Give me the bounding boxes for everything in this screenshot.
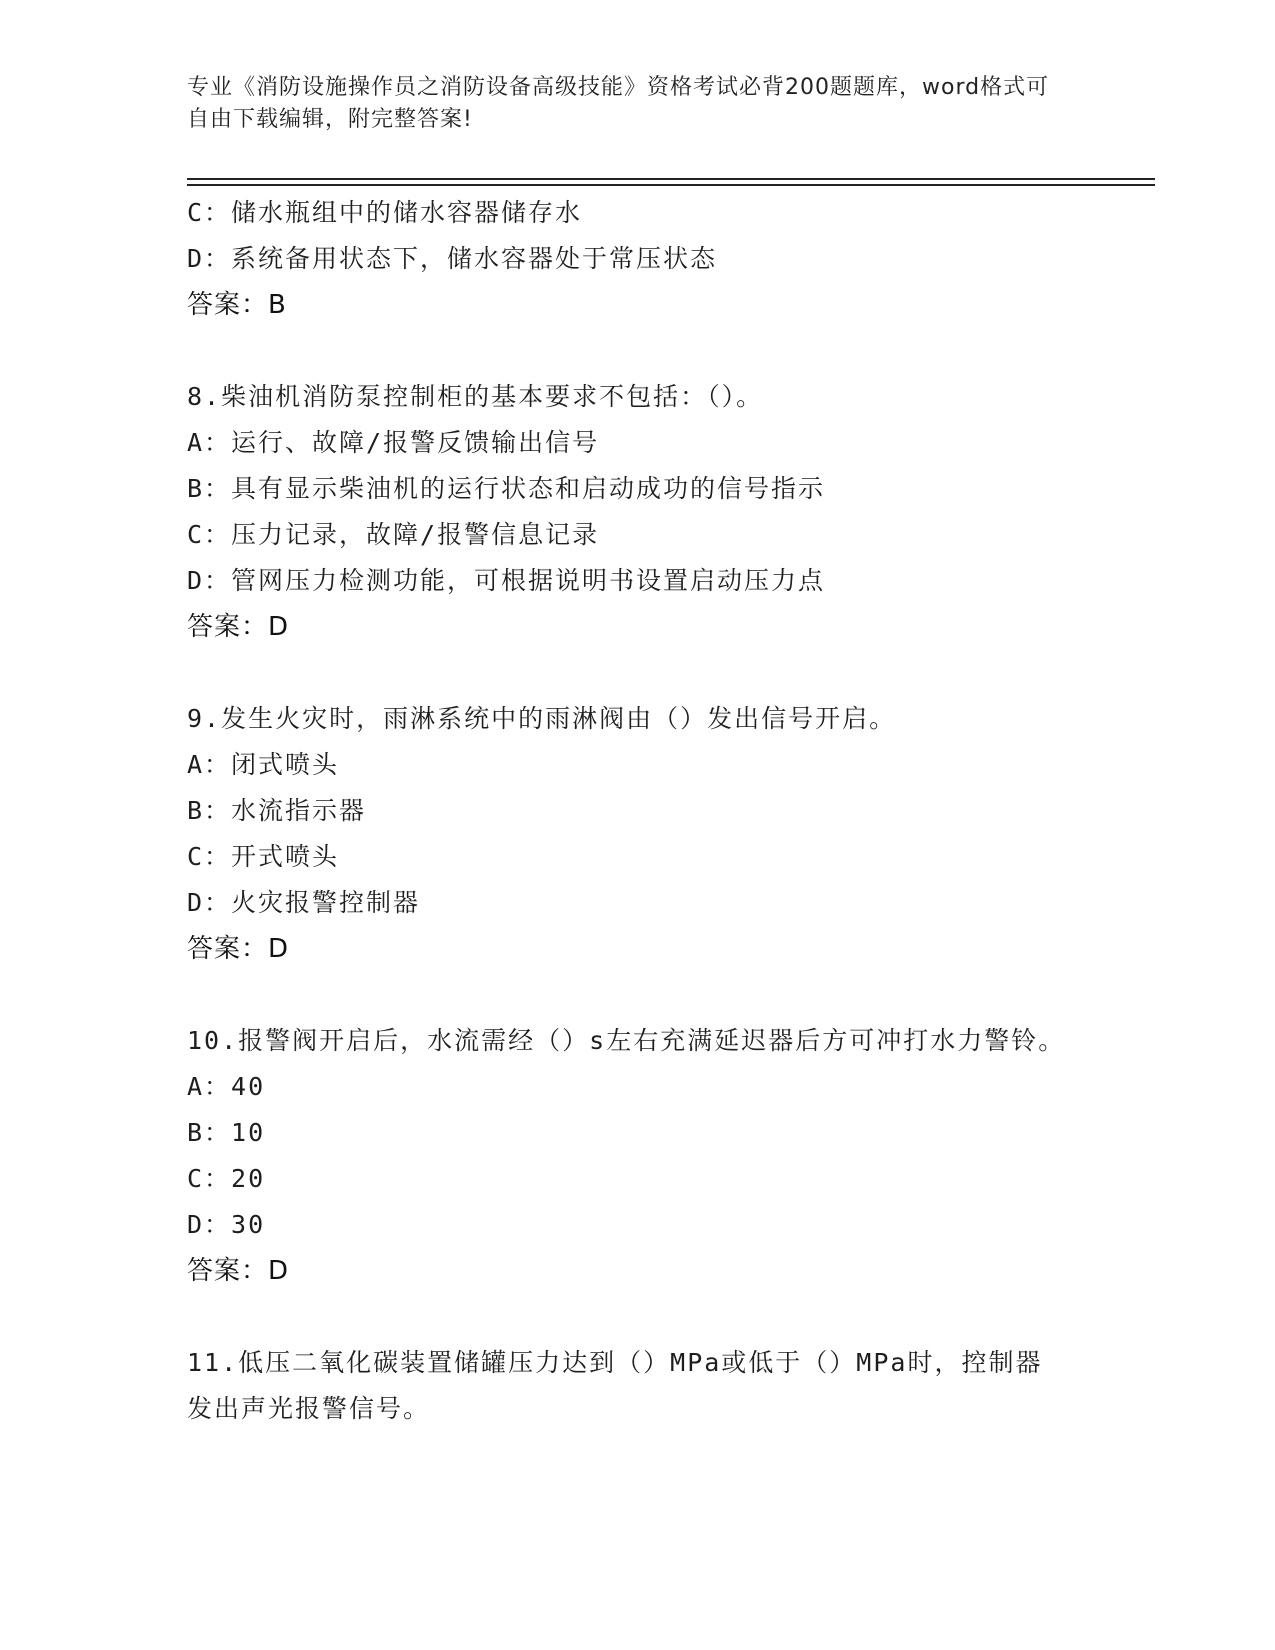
option-a: A：运行、故障/报警反馈输出信号: [187, 428, 600, 457]
answer-line: 答案：D: [187, 934, 290, 964]
question-10: [187, 1018, 1067, 1294]
answer-line: 答案：D: [187, 612, 290, 642]
option-d: D：系统备用状态下，储水容器处于常压状态: [187, 244, 718, 273]
question-stem: 11.低压二氧化碳装置储罐压力达到（）MPa或低于（）MPa时，控制器发出声光报警信号。: [187, 1348, 1043, 1423]
option-c: C：20: [187, 1164, 266, 1193]
question-stem: 8.柴油机消防泵控制柜的基本要求不包括：（）。: [187, 382, 764, 411]
option-b: B：水流指示器: [187, 796, 367, 825]
option-b: B：10: [187, 1118, 266, 1147]
option-c: C：开式喷头: [187, 842, 340, 871]
header-divider-bottom: [187, 184, 1155, 186]
question-11: [187, 1340, 1067, 1432]
question-stem: 10.报警阀开启后，水流需经（）s左右充满延迟器后方可冲打水力警铃。: [187, 1026, 1066, 1055]
option-b: B：具有显示柴油机的运行状态和启动成功的信号指示: [187, 474, 826, 503]
document-header: 专业《消防设施操作员之消防设备高级技能》资格考试必背200题题库，word格式可自由下载编辑，附完整答案!: [187, 75, 1050, 132]
option-d: D：火灾报警控制器: [187, 888, 421, 917]
option-d: D：管网压力检测功能，可根据说明书设置启动压力点: [187, 566, 826, 595]
question-7-continued: [187, 190, 1067, 328]
option-a: A：闭式喷头: [187, 750, 340, 779]
question-9: [187, 696, 1067, 972]
answer-line: 答案：B: [187, 290, 287, 320]
option-c: C：储水瓶组中的储水容器储存水: [187, 198, 583, 227]
document-body: [187, 190, 1067, 1432]
option-c: C：压力记录，故障/报警信息记录: [187, 520, 600, 549]
header-divider-top: [187, 178, 1155, 180]
answer-line: 答案：D: [187, 1256, 290, 1286]
question-stem: 9.发生火灾时，雨淋系统中的雨淋阀由（）发出信号开启。: [187, 704, 897, 733]
option-d: D：30: [187, 1210, 266, 1239]
question-8: [187, 374, 1067, 650]
option-a: A：40: [187, 1072, 266, 1101]
